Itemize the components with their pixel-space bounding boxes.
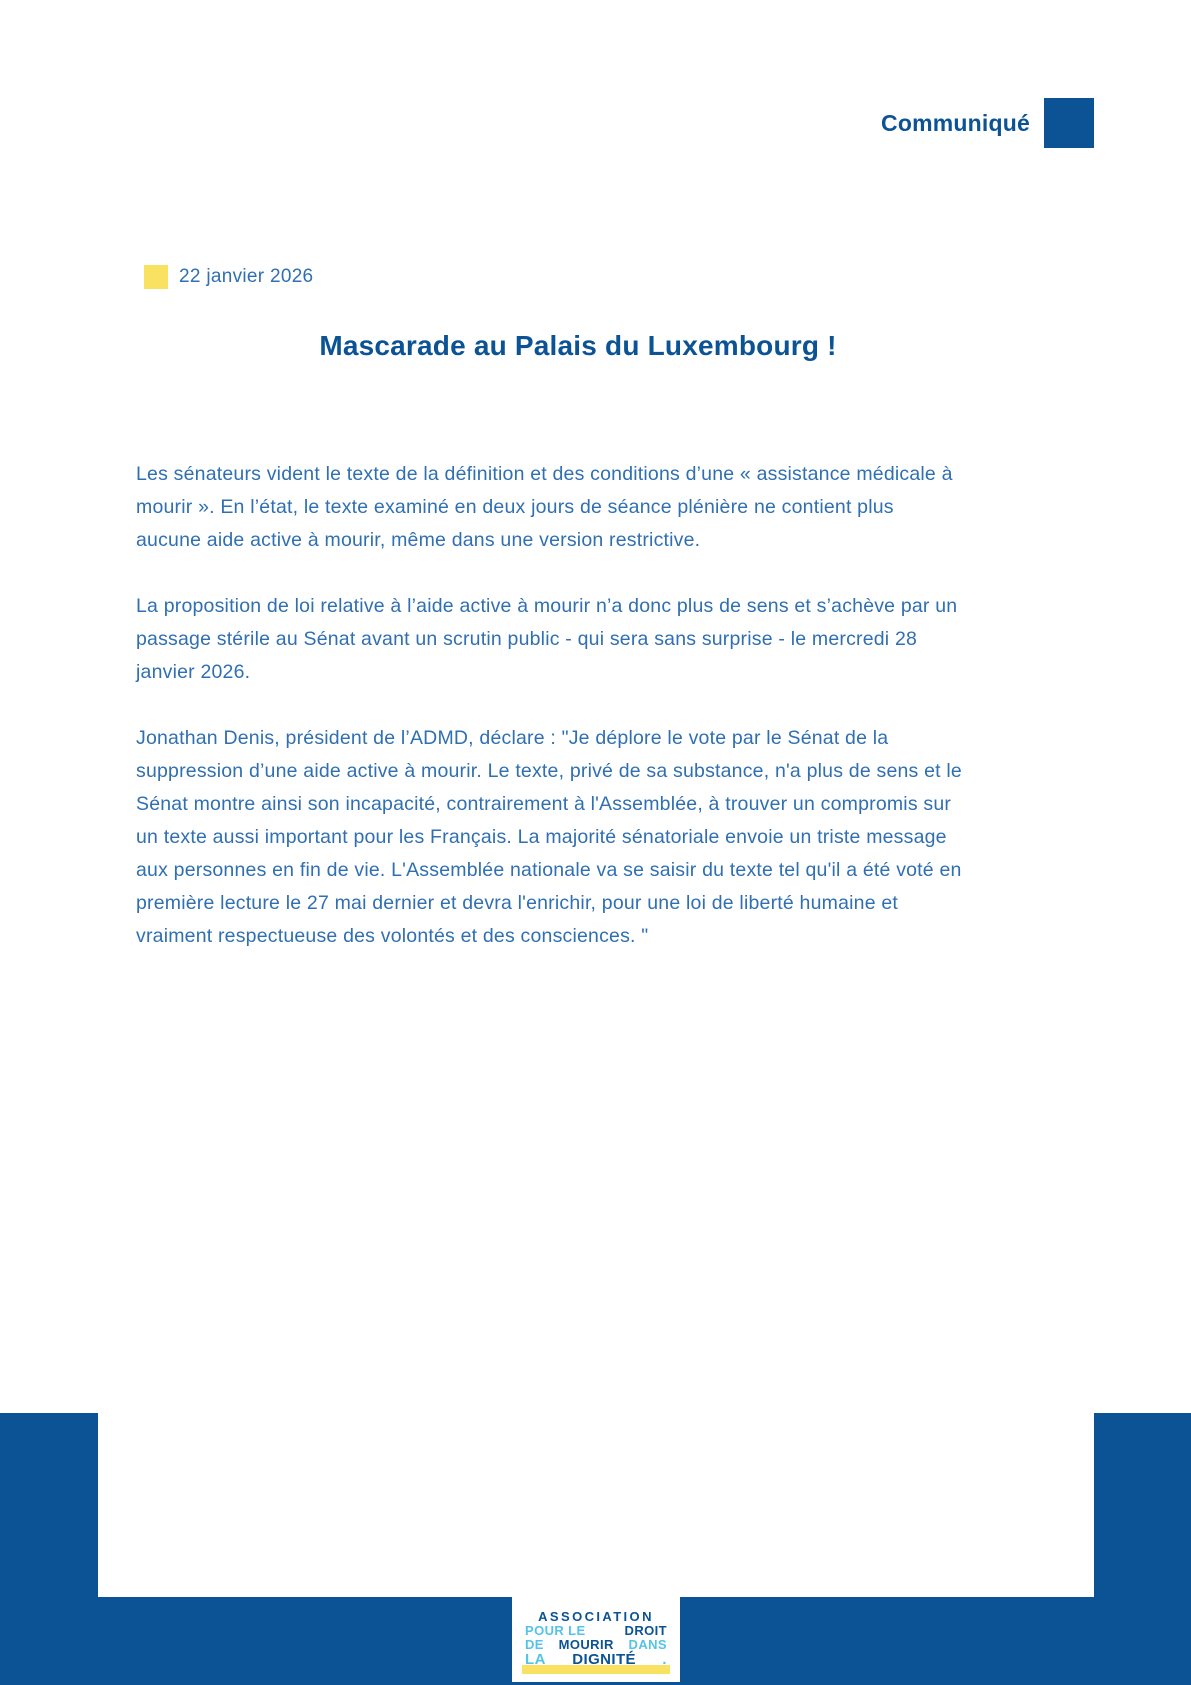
date-text: 22 janvier 2026: [179, 266, 314, 287]
date-row: [144, 265, 313, 289]
text-line: Sénat montre ainsi son incapacité, contrairement à l'Assemblée, à trouver un compromis sur: [136, 793, 952, 815]
paragraph: [136, 722, 1066, 953]
logo-text-line: [525, 1638, 667, 1652]
text-line: aucune aide active à mourir, même dans une version restrictive.: [136, 529, 701, 551]
text-line: aux personnes en fin de vie. L'Assemblée nationale va se saisir du texte tel qu'il a été voté en: [136, 859, 962, 881]
header: [881, 98, 1094, 148]
article-body: [136, 458, 1066, 986]
paragraph: [136, 458, 1066, 557]
communique-label: Communiqué: [881, 109, 1030, 136]
logo-word: .: [662, 1651, 667, 1668]
logo-text-line: [525, 1652, 667, 1667]
date-square-decoration: [144, 265, 168, 289]
logo-word: DIGNITÉ: [572, 1651, 636, 1668]
logo-word: ASSOCIATION: [538, 1609, 654, 1624]
admd-logo-text: [525, 1610, 667, 1667]
admd-logo: [512, 1597, 680, 1682]
logo-text-line: [525, 1624, 667, 1638]
logo-word: MOURIR: [558, 1637, 614, 1652]
logo-word: DANS: [628, 1637, 667, 1652]
text-line: La proposition de loi relative à l’aide active à mourir n’a donc plus de sens et s’achève par un: [136, 595, 958, 617]
page-title: Mascarade au Palais du Luxembourg !: [319, 330, 837, 361]
header-square-decoration: [1044, 98, 1094, 148]
text-line: Jonathan Denis, président de l’ADMD, déclare : "Je déplore le vote par le Sénat de la: [136, 727, 889, 749]
paragraph: [136, 590, 1066, 689]
text-line: mourir ». En l’état, le texte examiné en deux jours de séance plénière ne contient plus: [136, 496, 894, 518]
logo-word: DROIT: [624, 1623, 667, 1638]
text-line: janvier 2026.: [136, 661, 251, 683]
logo-word: LA: [525, 1651, 546, 1668]
text-line: passage stérile au Sénat avant un scrutin public - qui sera sans surprise - le mercredi 28: [136, 628, 918, 650]
text-line: un texte aussi important pour les Français. La majorité sénatoriale envoie un triste message: [136, 826, 947, 848]
text-line: première lecture le 27 mai dernier et devra l'enrichir, pour une loi de liberté humaine et: [136, 892, 899, 914]
logo-word: POUR LE: [525, 1623, 586, 1638]
text-line: vraiment respectueuse des volontés et des consciences. ": [136, 925, 649, 947]
logo-word: DE: [525, 1637, 544, 1652]
logo-text-line: [525, 1610, 667, 1624]
text-line: Les sénateurs vident le texte de la définition et des conditions d’une « assistance médicale à: [136, 463, 953, 485]
text-line: suppression d’une aide active à mourir. Le texte, privé de sa substance, n'a plus de sens et le: [136, 760, 962, 782]
